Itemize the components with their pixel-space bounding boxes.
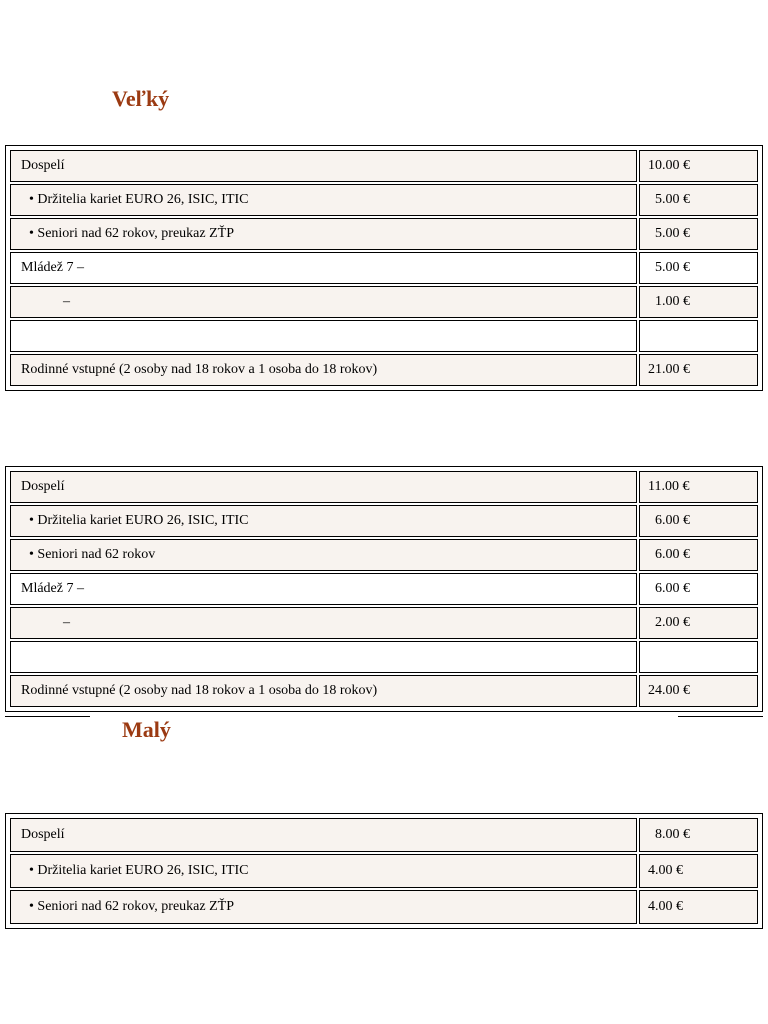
row-price: 10.00 €	[639, 150, 758, 182]
table-row	[10, 354, 758, 386]
row-label: –	[10, 286, 637, 318]
table-row	[10, 675, 758, 707]
table-row	[10, 641, 758, 673]
row-label: • Seniori nad 62 rokov	[10, 539, 637, 571]
row-price: 6.00 €	[639, 573, 758, 605]
row-price: 5.00 €	[639, 252, 758, 284]
table-row	[10, 286, 758, 318]
row-price: 5.00 €	[639, 218, 758, 250]
row-label: Mládež 7 –	[10, 573, 637, 605]
row-label	[10, 641, 637, 673]
price-table-maly	[5, 813, 763, 929]
section-heading-maly: Malý	[122, 717, 171, 742]
row-price: 5.00 €	[639, 184, 758, 216]
row-label: Dospelí	[10, 150, 637, 182]
table-row	[10, 150, 758, 182]
row-label: • Seniori nad 62 rokov, preukaz ZŤP	[10, 218, 637, 250]
row-price: 8.00 €	[639, 818, 758, 852]
table-row	[10, 854, 758, 888]
row-price: 1.00 €	[639, 286, 758, 318]
table-row	[10, 573, 758, 605]
table-row	[10, 252, 758, 284]
row-price: 11.00 €	[639, 471, 758, 503]
row-price: 2.00 €	[639, 607, 758, 639]
table-row	[10, 184, 758, 216]
table-row	[10, 505, 758, 537]
divider-left	[5, 716, 90, 717]
table-row	[10, 471, 758, 503]
table-row	[10, 607, 758, 639]
row-price: 21.00 €	[639, 354, 758, 386]
row-price: 24.00 €	[639, 675, 758, 707]
row-price: 6.00 €	[639, 505, 758, 537]
row-label: Rodinné vstupné (2 osoby nad 18 rokov a 1 osoba do 18 rokov)	[10, 354, 637, 386]
row-label: Mládež 7 –	[10, 252, 637, 284]
divider-right	[678, 716, 763, 717]
price-table-velky-1	[5, 145, 763, 391]
row-price	[639, 641, 758, 673]
price-table-velky-2	[5, 466, 763, 712]
row-price: 4.00 €	[639, 854, 758, 888]
row-label: Rodinné vstupné (2 osoby nad 18 rokov a 1 osoba do 18 rokov)	[10, 675, 637, 707]
row-label: • Držitelia kariet EURO 26, ISIC, ITIC	[10, 184, 637, 216]
table-row	[10, 890, 758, 924]
row-label: Dospelí	[10, 471, 637, 503]
row-label: Dospelí	[10, 818, 637, 852]
table-row	[10, 320, 758, 352]
row-label	[10, 320, 637, 352]
row-label: • Seniori nad 62 rokov, preukaz ZŤP	[10, 890, 637, 924]
table-row	[10, 218, 758, 250]
row-price: 4.00 €	[639, 890, 758, 924]
row-price: 6.00 €	[639, 539, 758, 571]
table-row	[10, 539, 758, 571]
row-label: –	[10, 607, 637, 639]
row-label: • Držitelia kariet EURO 26, ISIC, ITIC	[10, 505, 637, 537]
row-price	[639, 320, 758, 352]
section-heading-velky: Veľký	[112, 86, 170, 111]
table-row	[10, 818, 758, 852]
row-label: • Držitelia kariet EURO 26, ISIC, ITIC	[10, 854, 637, 888]
